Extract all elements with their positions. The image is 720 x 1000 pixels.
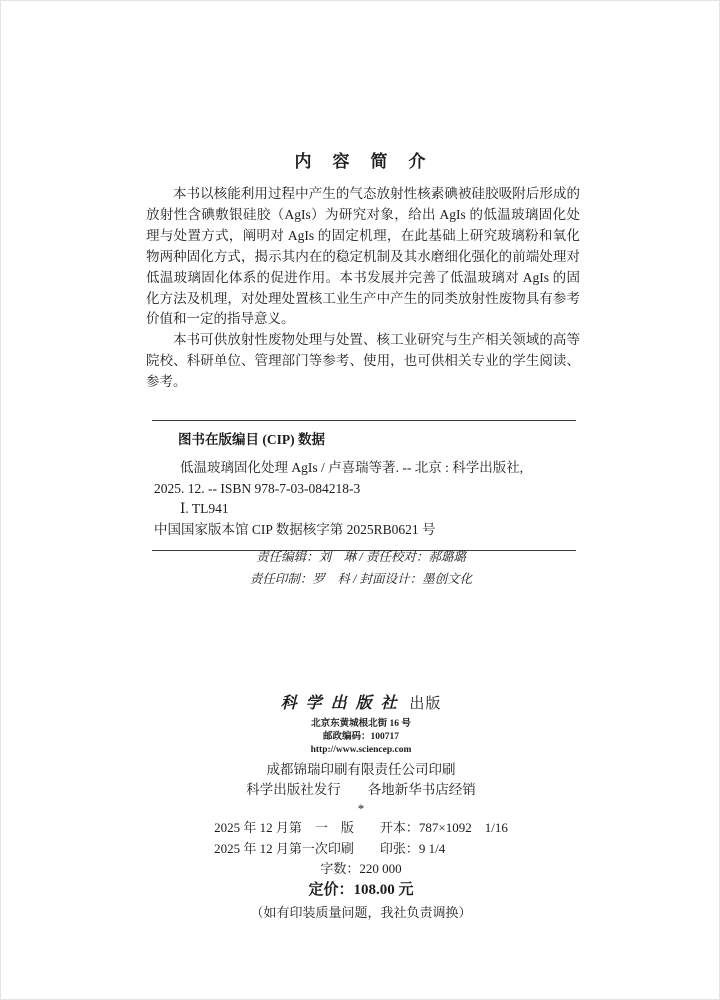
printing-line: 2025 年 12 月第一次印刷 印张：9 1/4: [214, 841, 446, 856]
edition-line: 2025 年 12 月第 一 版 开本：787×1092 1/16: [214, 820, 508, 835]
publisher-logo: 科学出版社: [280, 695, 406, 712]
cip-heading: 图书在版编目 (CIP) 数据: [178, 432, 325, 447]
cip-classification: Ⅰ. TL941: [180, 501, 229, 517]
publisher-suffix: 出版: [409, 696, 442, 712]
imprint-block: [1, 690, 720, 922]
publisher-line: [1, 690, 720, 713]
separator-asterisk: *: [357, 801, 365, 816]
cip-entry-line-2: 2025. 12. -- ISBN 978-7-03-084218-3: [154, 480, 361, 496]
cip-registry-number: 中国国家版本馆 CIP 数据核字第 2025RB0621 号: [154, 522, 436, 538]
publisher-website: http://www.sciencep.com: [310, 745, 412, 755]
publisher-postcode: 邮政编码：100717: [322, 732, 399, 742]
edition-info: [214, 817, 508, 859]
credits-editors-line: 责任编辑：刘 琳 / 责任校对：郝璐璐: [256, 550, 466, 564]
credits-printing-design-line: 责任印制：罗 科 / 封面设计：墨创文化: [249, 571, 473, 586]
publisher-address: 北京东黄城根北街 16 号: [311, 719, 411, 729]
quality-notice: （如有印装质量问题，我社负责调换）: [250, 905, 472, 920]
distribution-line: 科学出版社发行 各地新华书店经销: [246, 782, 476, 797]
cip-data-block: [152, 420, 576, 551]
content-summary-paragraph-1: 本书以核能利用过程中产生的气态放射性核素碘被硅胶吸附后形成的放射性含碘敷银硅胶（AgIs）为研究对象，给出 AgIs 的低温玻璃固化处理与处置方式，阐明对 AgIs 的固定机理，在此基础上研究玻璃粉和氧化物两种固化方式，揭示其内在的稳定机制及其水磨细化强化的前端处理对低温玻璃固化体系的促进作用。本书发展并完善了低温玻璃对 AgIs 的固化方法及机理，对处理处置核工业生产中产生的同类放射性废物具有参考价值和一定的指导意义。: [146, 186, 580, 327]
responsibility-credits: [1, 547, 720, 590]
printer-line: 成都锦瑞印刷有限责任公司印刷: [266, 762, 456, 777]
price-line: 定价：108.00 元: [308, 882, 414, 898]
content-summary: [146, 184, 580, 393]
content-summary-paragraph-2: 本书可供放射性废物处理与处置、核工业研究与生产相关领域的高等院校、科研单位、管理部门等参考、使用，也可供相关专业的学生阅读、参考。: [146, 332, 580, 390]
cip-entry-line-1: 低温玻璃固化处理 AgIs / 卢喜瑞等著. -- 北京 : 科学出版社,: [180, 459, 524, 475]
content-summary-title: 内 容 简 介: [294, 152, 428, 171]
word-count-line: 字数：220 000: [320, 861, 402, 876]
